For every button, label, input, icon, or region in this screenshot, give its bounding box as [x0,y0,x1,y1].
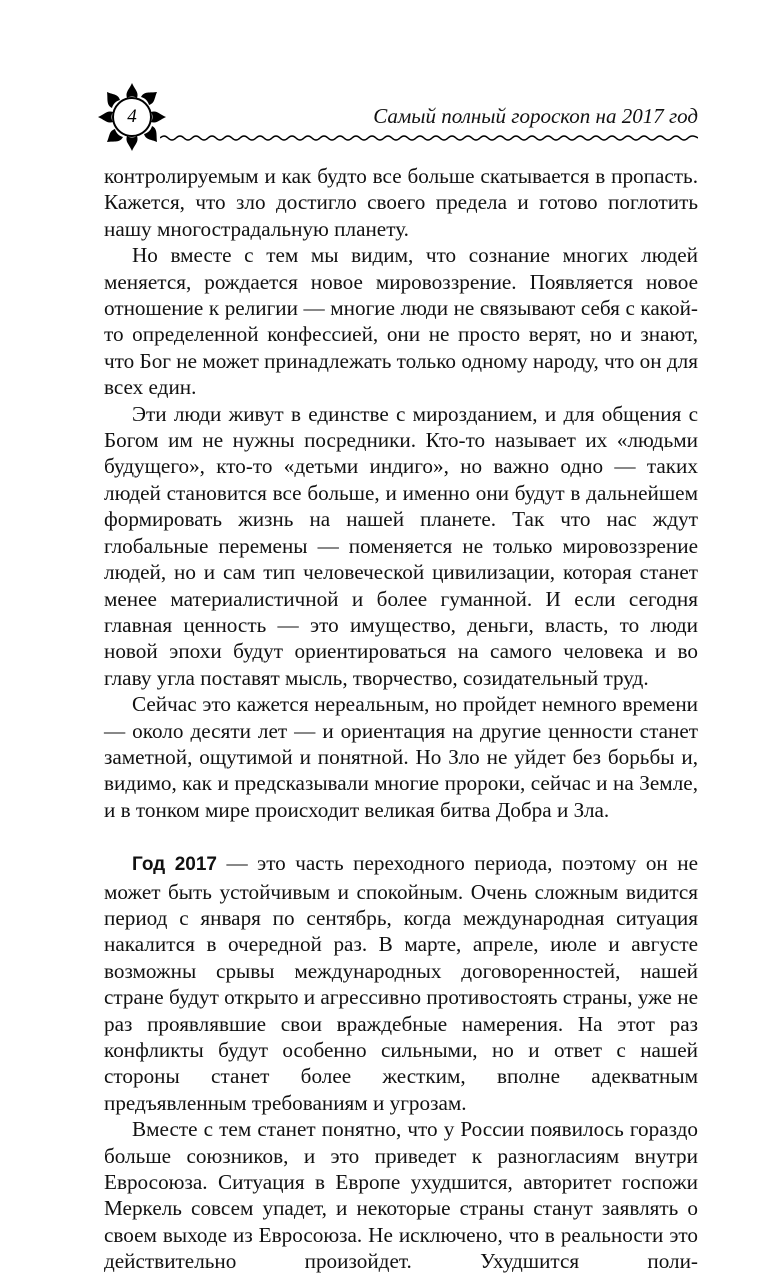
header-rule [160,134,698,142]
body-text [104,163,698,1275]
paragraph-year-intro [104,850,698,1116]
running-title: Самый полный гороскоп на 2017 год [373,104,698,128]
page-header [0,0,768,150]
paragraph: Эти люди живут в единстве с мирозданием, и для общения с Богом им не нужны посредники. Кто-то называет их «людьми будущего», кто-то «детьми индиго», но важно одно — таких людей становится все больше, и именно они будут в дальнейшем формировать жизнь на нашей планете. Так что нас ждут глобальные перемены — поменяется не только мировоззрение людей, но и сам тип человеческой цивилизации, которая станет менее материалистичной и более гуманной. И если сегодня главная ценность — это имущество, деньги, власть, то люди новой эпохи будут ориентироваться на самого человека и во главу угла поставят мысль, творчество, созидательный труд. [104,401,698,690]
section-gap [104,823,698,850]
sun-ornament-icon [95,80,169,154]
paragraph: Вместе с тем станет понятно, что у России появилось гораздо больше союзников, и это приведет к разногласиям внутри Евросоюза. Ситуация в Европе ухудшится, авторитет госпожи Меркель совсем упадет, и некоторые страны станут заявлять о своем выходе из Евросоюза. Не исключено, что в реальности это действительно произойдет. Ухудшится поли- [104,1117,698,1274]
paragraph: Но вместе с тем мы видим, что сознание многих людей меняется, рождается новое мировоззрение. Появляется новое отношение к религии — многие люди не связывают себя с какой-то определенной конфессией, они не просто верят, но и знают, что Бог не может принадлежать только одному народу, что он для всех един. [104,243,698,400]
page-number: 4 [127,106,137,127]
paragraph-continuation: контролируемым и как будто все больше скатывается в пропасть. Кажется, что зло достигло своего предела и готово поглотить нашу многострадальную планету. [104,164,698,241]
paragraph-year-text: — это часть переходного периода, поэтому он не может быть устойчивым и спокойным. Очень сложным видится период с января по сентябрь, когда международная ситуация накалится в очередной раз. В марте, апреле, июле и августе возможны срывы международных договоренностей, нашей стране будут открыто и агрессивно противостоять страны, уже не раз проявлявшие свои враждебные намерения. На этот раз конфликты будут особенно сильными, но и ответ с нашей стороны станет более жестким, вполне адекватным предъявленным требованиям и угрозам. [104,851,698,1115]
paragraph: Сейчас это кажется нереальным, но пройдет немного времени — около десяти лет — и ориентация на другие ценности станет заметной, ощутимой и понятной. Но Зло не уйдет без борьбы и, видимо, как и предсказывали многие пророки, сейчас и на Земле, и в тонком мире происходит великая битва Добра и Зла. [104,692,698,822]
year-label: Год 2017 [132,854,217,876]
